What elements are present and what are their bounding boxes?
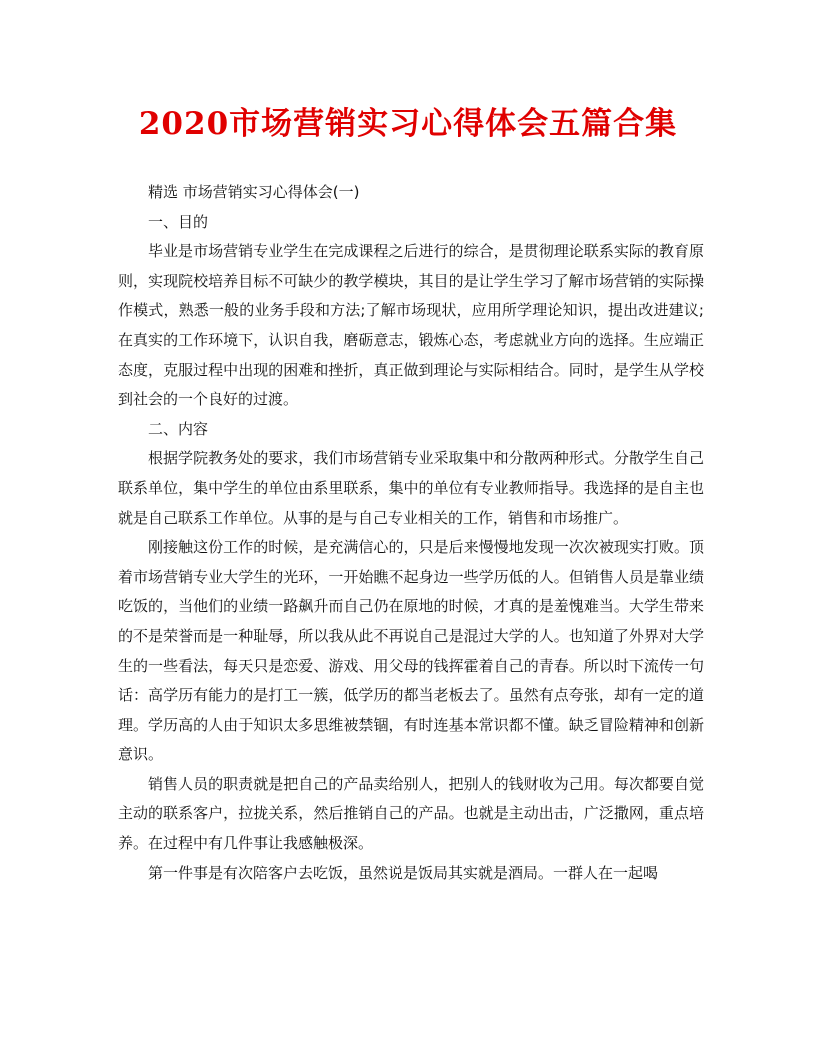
section-heading-content: 二、内容 (148, 419, 209, 438)
paragraph-purpose: 毕业是市场营销专业学生在完成课程之后进行的综合，是贯彻理论联系实际的教育原则，实现院校培养目标不可缺少的教学模块，其目的是让学生学习了解市场营销的实际操作模式，熟悉一般的业务手段和方法;了解市场现状，应用所学理论知识，提出改进建议;在真实的工作环境下，认识自我，磨砺意志，锻炼心态，考虑就业方向的选择。生应端正态度，克服过程中出现的困难和挫折，真正做到理论与实际相结合。同时，是学生从学校到社会的一个良好的过渡。 (118, 242, 704, 409)
paragraph-content-4: 第一件事是有次陪客户去吃饭，虽然说是饭局其实就是酒局。一群人在一起喝 (148, 863, 659, 882)
section-intro-heading: 精选 市场营销实习心得体会(一) (148, 183, 360, 201)
paragraph-content-1: 根据学院教务处的要求，我们市场营销专业采取集中和分散两种形式。分散学生自己联系单位，集中学生的单位由系里联系，集中的单位有专业教师指导。我选择的是自主也就是自己联系工作单位。从事的是与自己专业相关的工作，销售和市场推广。 (118, 449, 704, 527)
paragraph-content-3: 销售人员的职责就是把自己的产品卖给别人，把别人的钱财收为己用。每次都要自觉主动的联系客户，拉拢关系，然后推销自己的产品。也就是主动出击，广泛撒网，重点培养。在过程中有几件事让我感触极深。 (118, 774, 704, 853)
document-title: 2020市场营销实习心得体会五篇合集 (138, 106, 678, 142)
paragraph-content-2: 刚接触这份工作的时候，是充满信心的，只是后来慢慢地发现一次次被现实打败。顶着市场营销专业大学生的光环，一开始瞧不起身边一些学历低的人。但销售人员是靠业绩吃饭的，当他们的业绩一路飙升而自己仍在原地的时候，才真的是羞愧难当。大学生带来的不是荣誉而是一种耻辱，所以我从此不再说自己是混过大学的人。也知道了外界对大学生的一些看法，每天只是恋爱、游戏、用父母的钱挥霍着自己的青春。所以时下流传一句话：高学历有能力的是打工一簇，低学历的都当老板去了。虽然有点夸张，却有一定的道理。学历高的人由于知识太多思维被禁锢，有时连基本常识都不懂。缺乏冒险精神和创新意识。 (118, 538, 704, 764)
document-body (118, 178, 704, 888)
section-heading-purpose: 一、目的 (148, 212, 209, 231)
